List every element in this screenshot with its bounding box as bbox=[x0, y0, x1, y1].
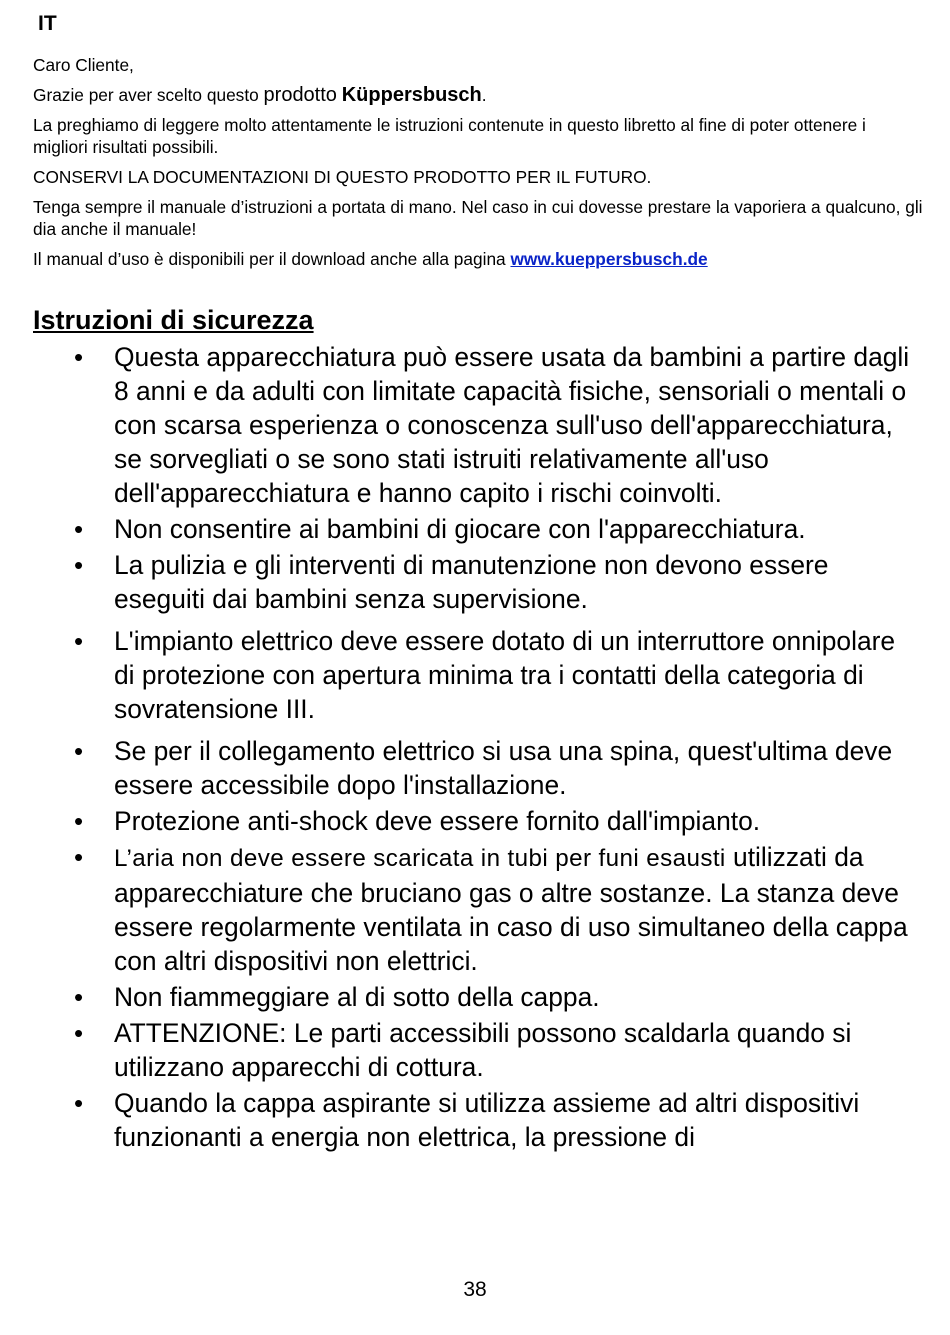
page-number: 38 bbox=[463, 1278, 487, 1301]
safety-item-lead: L’aria non deve essere scaricata in tubi per funi esausti bbox=[114, 845, 726, 872]
greeting-text: Caro Cliente, bbox=[33, 55, 134, 75]
safety-item: • Protezione anti-shock deve essere fornito dall'impianto. bbox=[0, 804, 950, 838]
thanks-prefix: Grazie per aver scelto questo bbox=[33, 85, 264, 105]
safety-item: • Se per il collegamento elettrico si usa una spina, quest'ultima deve essere accessibile dopo l'installazione. bbox=[0, 734, 950, 802]
thanks-text bbox=[33, 84, 923, 106]
safety-item-rest: utilizzati da apparecchiature che bruciano gas o altre sostanze. La stanza deve essere regolarmente ventilata in caso di uso simultaneo della cappa con altri dispositivi non elettrici. bbox=[114, 842, 908, 976]
safety-list bbox=[0, 340, 950, 1156]
download-notice bbox=[33, 248, 923, 270]
read-notice: La preghiamo di leggere molto attentamente le istruzioni contenute in questo libretto al fine di poter ottenere i migliori risultati possibili. bbox=[33, 115, 866, 157]
safety-item: • Quando la cappa aspirante si utilizza assieme ad altri dispositivi funzionanti a energia non elettrica, la pressione di bbox=[0, 1086, 950, 1154]
download-prefix: Il manual d’uso è disponibili per il download anche alla pagina bbox=[33, 249, 511, 269]
safety-item bbox=[0, 840, 950, 978]
intro-section bbox=[33, 54, 923, 278]
thanks-end: . bbox=[481, 85, 487, 105]
keep-notice: CONSERVI LA DOCUMENTAZIONI DI QUESTO PRODOTTO PER IL FUTURO. bbox=[33, 167, 652, 187]
safety-item: • Questa apparecchiatura può essere usata da bambini a partire dagli 8 anni e da adulti con limitate capacità fisiche, sensoriali o mentali o con scarsa esperienza o conoscenza sull'uso dell'apparecchiatura, se sorvegliati o se sono stati istruiti relativamente all'uso dell'apparecchiatura e hanno capito i rischi coinvolti. bbox=[0, 340, 950, 510]
manual-notice: Tenga sempre il manuale d’istruzioni a portata di mano. Nel caso in cui dovesse prestare la vaporiera a qualcuno, gli dia anche il manuale! bbox=[33, 197, 923, 239]
thanks-product: prodotto bbox=[263, 84, 337, 106]
safety-heading: Istruzioni di sicurezza bbox=[33, 305, 314, 335]
safety-item: • Non consentire ai bambini di giocare con l'apparecchiatura. bbox=[0, 512, 950, 546]
brand-name: Küppersbusch bbox=[341, 84, 482, 106]
safety-item: • ATTENZIONE: Le parti accessibili possono scaldarla quando si utilizzano apparecchi di cottura. bbox=[0, 1016, 950, 1084]
website-link[interactable]: www.kueppersbusch.de bbox=[510, 249, 708, 269]
safety-item: • L'impianto elettrico deve essere dotato di un interruttore onnipolare di protezione con apertura minima tra i contatti della categoria di sovratensione III. bbox=[0, 624, 950, 726]
safety-item: • Non fiammeggiare al di sotto della cappa. bbox=[0, 980, 950, 1014]
safety-item: • La pulizia e gli interventi di manutenzione non devono essere eseguiti dai bambini senza supervisione. bbox=[0, 548, 950, 616]
language-tag: IT bbox=[38, 12, 57, 35]
